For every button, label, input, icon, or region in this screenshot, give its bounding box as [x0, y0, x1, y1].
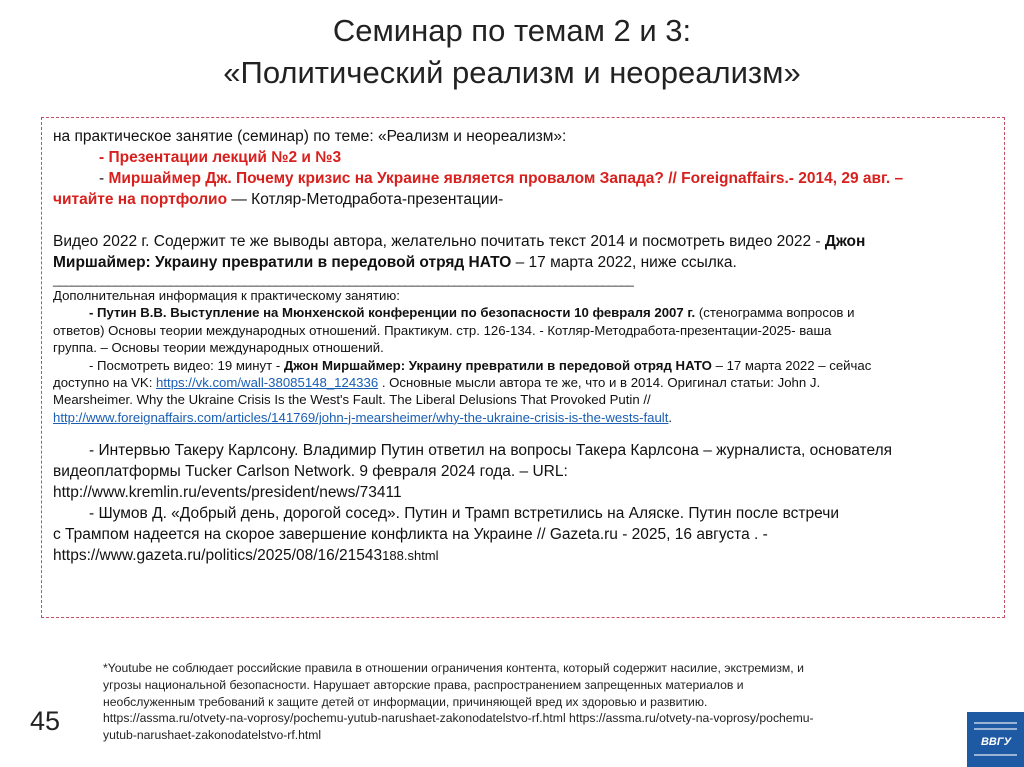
shumov-line-2: с Трампом надеется на скорое завершение конфликта на Украине // Gazeta.ru - 2025, 16 августа . - — [53, 526, 768, 544]
portfolio-note: читайте на портфолио — [53, 191, 228, 208]
portfolio-line — [53, 189, 983, 210]
putin-line-3: группа. – Основы теории международных отношений. — [53, 340, 384, 356]
putin-line-2: ответов) Основы теории международных отношений. Практикум. стр. 126-134. - Котляр-Методработа-презентации-2025- ваша — [53, 322, 832, 338]
title-line-1: Семинар по темам 2 и 3: — [332, 13, 692, 48]
footnote-line-2: угрозы национальной безопасности. Нарушает авторские права, распространением запрещенных материалов и — [103, 677, 744, 692]
carlson-line-1: - Интервью Такеру Карлсону. Владимир Путин ответил на вопросы Такера Карлсона – журналиста, основателя — [89, 442, 893, 460]
video-line-2 — [53, 252, 983, 273]
watch-date: – 17 марта 2022 – сейчас — [711, 357, 872, 373]
foreignaffairs-dot: . — [668, 409, 673, 425]
video-line-1 — [53, 231, 983, 252]
lectures-item: - Презентации лекций №2 и №3 — [99, 149, 342, 166]
watch-title: Джон Миршаймер: Украину превратили в передовой отряд НАТО — [283, 357, 712, 373]
foreignaffairs-link[interactable]: http://www.foreignaffairs.com/articles/141769/john-j-mearsheimer/why-the-ukraine-crisis-is-the-wests-fault — [53, 409, 669, 425]
footnote-line-3: необслуженным требований к защите детей от информации, причиняющей вред их здоровью и развитию. — [103, 694, 708, 709]
putin-speech: - Путин В.В. Выступление на Мюнхенской конференции по безопасности 10 февраля 2007 г. — [89, 305, 696, 321]
vk-rest: . Основные мысли автора те же, что и в 2014. Оригинал статьи: John J. — [378, 375, 821, 391]
vk-prefix: доступно на VK: — [53, 375, 157, 391]
item-dash: - — [99, 170, 109, 187]
putin-speech-note: (стенограмма вопросов и — [695, 305, 855, 321]
extra-title: Дополнительная информация к практическому занятию: — [53, 288, 400, 303]
carlson-line-2: видеоплатформы Tucker Carlson Network. 9 февраля 2024 года. – URL: — [53, 463, 568, 481]
video-desc: Видео 2022 г. Содержит те же выводы автора, желательно почитать текст 2014 и посмотреть видео 2022 - — [53, 233, 825, 250]
vk-line — [53, 374, 983, 391]
mearsheimer-article: Миршаймер Дж. Почему кризис на Украине является провалом Запада? // Foreignaffairs.- 2014, 29 авг. – — [108, 170, 904, 187]
watch-prefix: - Посмотреть видео: 19 минут - — [89, 357, 284, 373]
youtube-footnote — [103, 660, 953, 744]
logo-text: ВВГУ — [980, 736, 1012, 748]
slide-title — [0, 10, 1024, 94]
shumov-line-1: - Шумов Д. «Добрый день, дорогой сосед». Путин и Трамп встретились на Аляске. Путин после встречи — [89, 505, 839, 523]
intro-line: на практическое занятие (семинар) по теме: «Реализм и неореализм»: — [53, 128, 567, 145]
vk-link[interactable]: https://vk.com/wall-38085148_124336 — [156, 375, 379, 391]
gazeta-url[interactable] — [53, 545, 983, 566]
video-author: Джон — [824, 233, 866, 250]
footnote-line-4: https://assma.ru/otvety-na-voprosy/pochemu-yutub-narushaet-zakonodatelstvo-rf.html https://assma.ru/otvety-na-voprosy/pochemu- — [103, 711, 814, 726]
portfolio-path: — Котляр-Методработа-презентации- — [227, 191, 504, 208]
foreignaffairs-line — [53, 409, 983, 426]
gazeta-url-end: 188.shtml — [382, 548, 439, 564]
kremlin-url[interactable]: http://www.kremlin.ru/events/president/news/73411 — [53, 484, 402, 502]
video-date: – 17 марта 2022, ниже ссылка. — [511, 254, 737, 271]
title-line-2: «Политический реализм и неореализм» — [223, 55, 801, 90]
main-content — [53, 126, 983, 566]
page-number: 45 — [30, 706, 61, 736]
video-title: Миршаймер: Украину превратили в передовой отряд НАТО — [53, 254, 512, 271]
mearsheimer-original: Mearsheimer. Why the Ukraine Crisis Is the West's Fault. The Liberal Delusions That Provoked Putin // — [53, 392, 651, 408]
vvgu-logo — [967, 712, 1024, 767]
watch-line — [53, 357, 983, 374]
footnote-line-1: *Youtube не соблюдает российские правила в отношении ограничения контента, который содержит насилие, экстремизм, и — [103, 661, 804, 675]
footnote-line-5: yutub-narushaet-zakonodatelstvo-rf.html — [103, 728, 322, 743]
putin-line-1 — [53, 304, 983, 321]
gazeta-url-main: https://www.gazeta.ru/politics/2025/08/16/21543 — [53, 547, 383, 565]
divider-rule: ______________________________________________________________________________________________ — [53, 273, 634, 287]
mearsheimer-item — [53, 168, 983, 189]
